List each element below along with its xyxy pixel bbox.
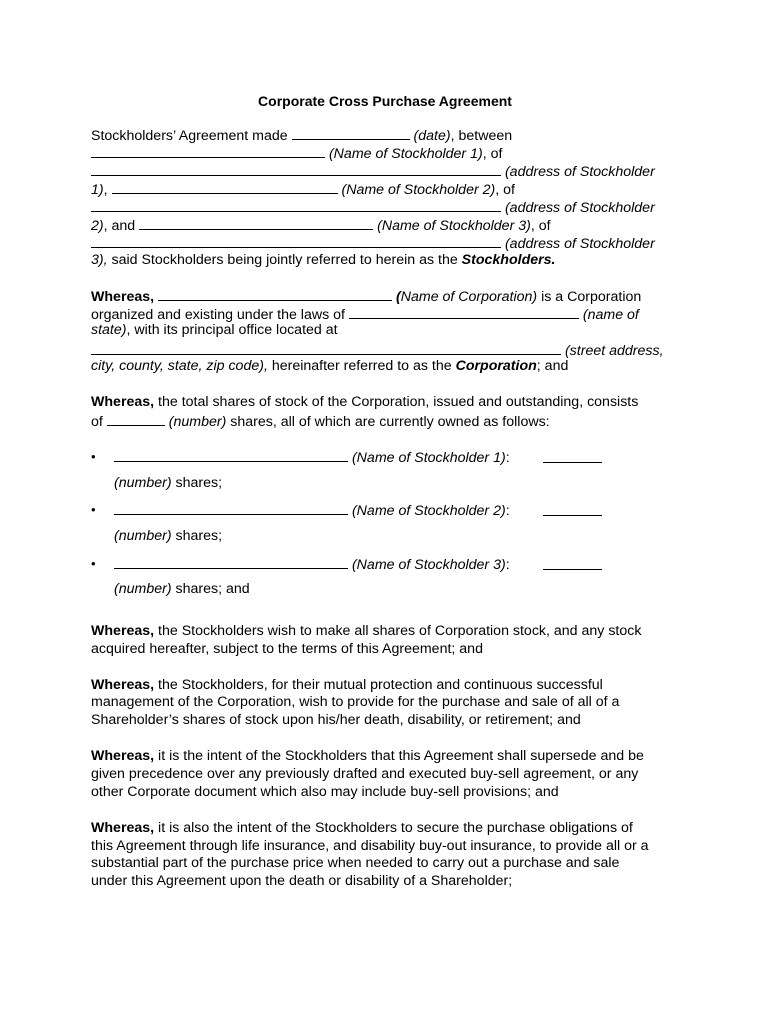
whereas2-line-1: [91, 394, 638, 412]
whereas4-line-2: [91, 694, 619, 712]
whereas6-text-4: under this Agreement upon the death or disability of a Shareholder;: [91, 873, 513, 889]
city-label: city, county, state, zip code),: [91, 358, 268, 374]
stockholder2-name-blank[interactable]: [112, 180, 338, 194]
whereas2-text-2: shares, all of which are currently owned as follows:: [226, 414, 550, 430]
whereas3-line-1: [91, 623, 641, 641]
number-label: (number): [114, 528, 172, 544]
corporation-name-blank[interactable]: [158, 287, 392, 301]
street-address-blank[interactable]: [91, 341, 561, 355]
state-label: state): [91, 322, 127, 338]
street-address-label: (street address,: [564, 343, 664, 359]
shares-text: shares;: [171, 528, 223, 544]
stockholder1-name-blank[interactable]: [91, 144, 325, 158]
holder-1-name-blank[interactable]: [114, 448, 348, 462]
stockholder3-address-blank[interactable]: [91, 234, 501, 248]
intro-line-5: [91, 198, 655, 218]
whereas-label: Whereas,: [91, 677, 155, 693]
whereas6-line-4: [91, 873, 512, 891]
intro-line-4: [91, 180, 515, 200]
whereas5-text-2: given precedence over any previously drafted and executed buy-sell agreement, or any: [91, 766, 639, 782]
intro-line-1: [91, 126, 512, 146]
whereas4-line-3: [91, 712, 581, 730]
holder-1-shares-line: [114, 475, 222, 493]
and-text: , and: [103, 218, 136, 234]
stockholder1-address-label: (address of Stockholder: [504, 164, 655, 180]
intro-line-2: [91, 144, 502, 164]
bullet-1: •: [91, 449, 96, 464]
whereas4-text-2: management of the Corporation, wish to provide for the purchase and sale of all of a: [91, 694, 620, 710]
stockholder3-name-label: (Name of Stockholder 3): [377, 218, 531, 234]
colon: :: [505, 450, 510, 466]
of-text: , of: [495, 182, 515, 198]
hereinafter-text: hereinafter referred to as the: [267, 358, 456, 374]
holder-3-line: [114, 555, 510, 575]
date-blank[interactable]: [292, 126, 410, 140]
whereas6-text-3: substantial part of the purchase price when needed to carry out a purchase and sale: [91, 855, 620, 871]
holder-3-name-blank[interactable]: [114, 555, 348, 569]
intro-text: Stockholders’ Agreement made: [91, 128, 288, 144]
paren-open: (: [396, 289, 401, 305]
stockholder1-number: 1): [91, 182, 104, 198]
holder-3-name-label: (Name of Stockholder 3): [351, 557, 506, 573]
whereas5-text-1: it is the intent of the Stockholders that this Agreement shall supersede and be: [154, 748, 644, 764]
shares-text: shares;: [171, 475, 223, 491]
colon: :: [505, 557, 510, 573]
document-title: Corporate Cross Purchase Agreement: [258, 93, 512, 109]
state-blank[interactable]: [349, 305, 579, 319]
whereas3-text-1: the Stockholders wish to make all shares of Corporation stock, and any stock: [154, 623, 642, 639]
whereas4-text-3: Shareholder’s shares of stock upon his/her death, disability, or retirement; and: [91, 712, 581, 728]
jointly-text: said Stockholders being jointly referred to herein as the: [107, 252, 462, 268]
stockholder2-address-label: (address of Stockholder: [504, 200, 655, 216]
whereas6-text-1: it is also the intent of the Stockholders to secure the purchase obligations of: [154, 820, 633, 836]
corporation-term: Corporation: [455, 358, 537, 374]
stockholder2-number: 2): [91, 218, 104, 234]
stockholder3-address-label: (address of Stockholder: [504, 236, 655, 252]
semi-and-text: ; and: [536, 358, 569, 374]
whereas-label: Whereas,: [91, 394, 155, 410]
is-a-corporation-text: is a Corporation: [537, 289, 642, 305]
intro-line-7: [91, 234, 655, 254]
holder-3-shares-line: [114, 581, 250, 599]
total-shares-blank[interactable]: [107, 412, 165, 426]
number-label: (number): [114, 581, 172, 597]
comma-text: ,: [103, 182, 108, 198]
stockholder2-name-label: (Name of Stockholder 2): [341, 182, 496, 198]
between-text: , between: [450, 128, 513, 144]
whereas3-text-2: acquired hereafter, subject to the terms of this Agreement; and: [91, 641, 483, 657]
intro-line-6: [91, 216, 551, 236]
holder-1-name-label: (Name of Stockholder 1): [351, 450, 506, 466]
whereas5-line-3: [91, 784, 559, 802]
whereas-label: Whereas,: [91, 748, 155, 764]
corporation-name-label: Name of Corporation): [400, 289, 538, 305]
office-text: , with its principal office located at: [126, 322, 338, 338]
of-text: of: [91, 414, 103, 430]
whereas1-line-3: [91, 322, 338, 340]
shares-text: shares; and: [171, 581, 250, 597]
whereas-label: Whereas,: [91, 623, 155, 639]
holder-2-shares-line: [114, 528, 222, 546]
of-text: , of: [530, 218, 551, 234]
stockholder3-name-blank[interactable]: [139, 216, 373, 230]
bullet-3: •: [91, 556, 96, 571]
date-label: (date): [413, 128, 451, 144]
number-label: (number): [168, 414, 227, 430]
of-text: , of: [482, 146, 503, 162]
name-of-state-label: (name of: [582, 307, 639, 323]
stockholder3-number: 3),: [91, 252, 108, 268]
bullet-2: •: [91, 502, 96, 517]
whereas5-text-3: other Corporate document which also may include buy-sell provisions; and: [91, 784, 559, 800]
organized-text: organized and existing under the laws of: [91, 307, 345, 323]
whereas6-line-1: [91, 820, 633, 838]
stockholder2-address-blank[interactable]: [91, 198, 501, 212]
stockholder1-name-label: (Name of Stockholder 1): [328, 146, 483, 162]
intro-line-3: [91, 162, 655, 182]
colon: :: [505, 503, 510, 519]
whereas1-line-1: [91, 287, 641, 307]
stockholders-term: Stockholders.: [461, 252, 556, 268]
whereas6-line-2: [91, 838, 649, 856]
holder-1-line: [114, 448, 510, 468]
whereas1-line-5: [91, 358, 568, 376]
stockholder1-address-blank[interactable]: [91, 162, 501, 176]
holder-2-name-blank[interactable]: [114, 501, 348, 515]
holder-2-shares-blank[interactable]: [543, 502, 602, 516]
whereas3-line-2: [91, 641, 483, 659]
whereas6-text-2: this Agreement through life insurance, and disability buy-out insurance, to provide all or a: [91, 838, 649, 854]
whereas5-line-2: [91, 766, 638, 784]
holder-1-shares-blank[interactable]: [543, 449, 602, 463]
whereas6-line-3: [91, 855, 619, 873]
intro-line-8: [91, 252, 556, 270]
number-label: (number): [114, 475, 172, 491]
whereas-label: Whereas,: [91, 820, 155, 836]
holder-2-name-label: (Name of Stockholder 2): [351, 503, 506, 519]
whereas4-line-1: [91, 677, 603, 695]
whereas4-text-1: the Stockholders, for their mutual protection and continuous successful: [154, 677, 603, 693]
whereas2-text: the total shares of stock of the Corporation, issued and outstanding, consists: [154, 394, 639, 410]
whereas5-line-1: [91, 748, 644, 766]
holder-2-line: [114, 501, 510, 521]
whereas-label: Whereas,: [91, 289, 155, 305]
whereas2-line-2: [91, 412, 550, 432]
holder-3-shares-blank[interactable]: [543, 556, 602, 570]
